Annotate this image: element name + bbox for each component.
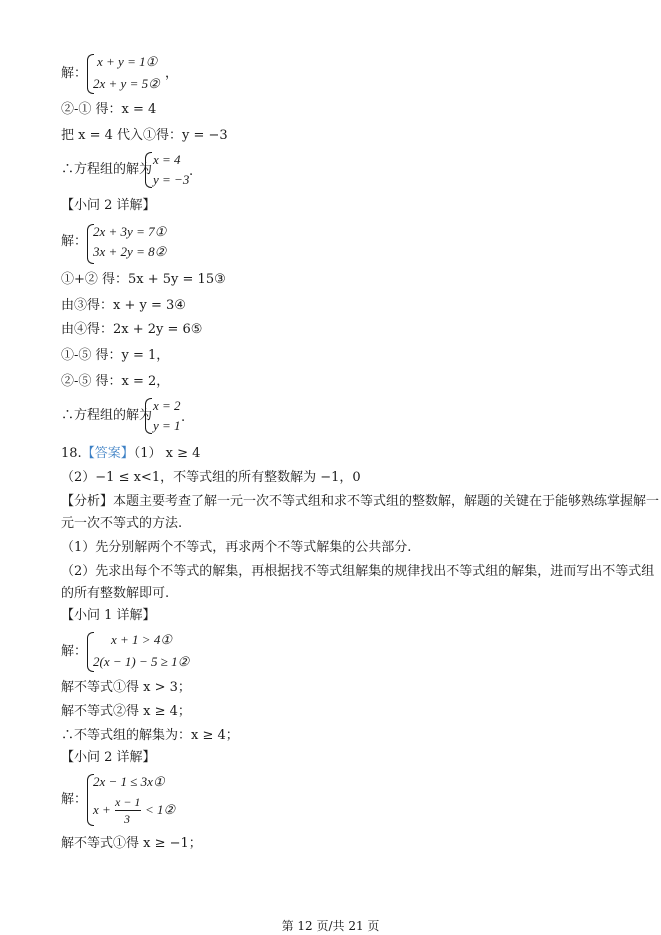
answer-1: （1） x ≥ 4 [133,446,201,461]
solution-1-tail: . [189,164,194,179]
system-3 [61,630,281,674]
system-2-label: 解： [61,234,88,249]
step-line: 把 x = 4 代入①得：y = −3 [61,128,228,143]
page-footer: 第 12 页/共 21 页 [281,919,380,933]
step-line: ②-① 得：x = 4 [61,102,157,117]
system-4-eq2b: < 1② [145,802,176,817]
section-heading: 【小问 1 详解】 [61,608,156,623]
question-number: 18. [61,446,82,461]
system-1-label: 解： [61,66,88,81]
step-line: ①-⑤ 得：y = 1， [61,348,170,363]
brace [145,398,152,434]
system-3-label: 解： [61,644,88,659]
step-line: ①+② 得：5x + 5y = 15③ [61,272,226,287]
analysis-line-1: 【分析】本题主要考查了解一元一次不等式组和求不等式组的整数解，解题的关键在于能够熟练掌握解一 [61,494,660,509]
solution-1-eq1: x = 4 [153,152,181,167]
fraction-denominator: 3 [124,812,130,826]
method-1: （1）先分别解两个不等式，再求两个不等式解集的公共部分. [61,540,412,555]
solution-2-eq2: y = 1 [153,418,181,433]
solution-2-tail: . [181,410,186,425]
system-3-eq2: 2(x − 1) − 5 ≥ 1② [93,654,190,669]
system-1-eq2: 2x + y = 5② [93,76,160,91]
result-line: 解不等式①得 x > 3； [61,680,191,695]
solution-2-eq1: x = 2 [153,398,181,413]
section-heading: 【小问 2 详解】 [61,198,156,213]
answer-tag: 【答案】 [81,446,134,461]
solution-1 [61,152,281,190]
step-line: 由③得：x + y = 3④ [61,298,186,313]
system-4-eq2a: x + [93,802,111,817]
system-3-eq1: x + 1 > 4① [111,632,172,647]
brace [145,152,152,188]
system-2-eq1: 2x + 3y = 7① [93,224,167,239]
system-4 [61,772,281,828]
step-line: 由④得：2x + 2y = 6⑤ [61,322,203,337]
solution-1-label: ∴方程组的解为 [61,162,153,177]
system-4-eq1: 2x − 1 ≤ 3x① [93,774,165,789]
system-1-eq1: x + y = 1① [97,54,158,69]
solution-2 [61,398,281,436]
result-line: ∴不等式组的解集为：x ≥ 4； [61,728,239,743]
analysis-line-2: 元一次不等式的方法. [61,516,183,531]
step-line: ②-⑤ 得：x = 2， [61,374,170,389]
fraction-numerator: x − 1 [115,795,141,809]
solution-1-eq2: y = −3 [153,172,190,187]
solution-2-label: ∴方程组的解为 [61,408,153,423]
method-2-line-2: 的所有整数解即可. [61,586,170,601]
system-2 [61,222,261,266]
section-heading: 【小问 2 详解】 [61,750,156,765]
answer-line [61,446,200,462]
method-2-line-1: （2）先求出每个不等式的解集，再根据找不等式组解集的规律找出不等式组的解集，进而写出不等式组 [61,564,655,579]
result-line: 解不等式②得 x ≥ 4； [61,704,191,719]
system-4-label: 解： [61,792,88,807]
system-1 [61,52,261,96]
system-2-eq2: 3x + 2y = 8② [93,244,167,259]
answer-2: （2）−1 ≤ x<1，不等式组的所有整数解为 −1，0 [61,470,361,485]
system-1-tail: ， [165,66,179,81]
result-line: 解不等式①得 x ≥ −1； [61,836,202,851]
